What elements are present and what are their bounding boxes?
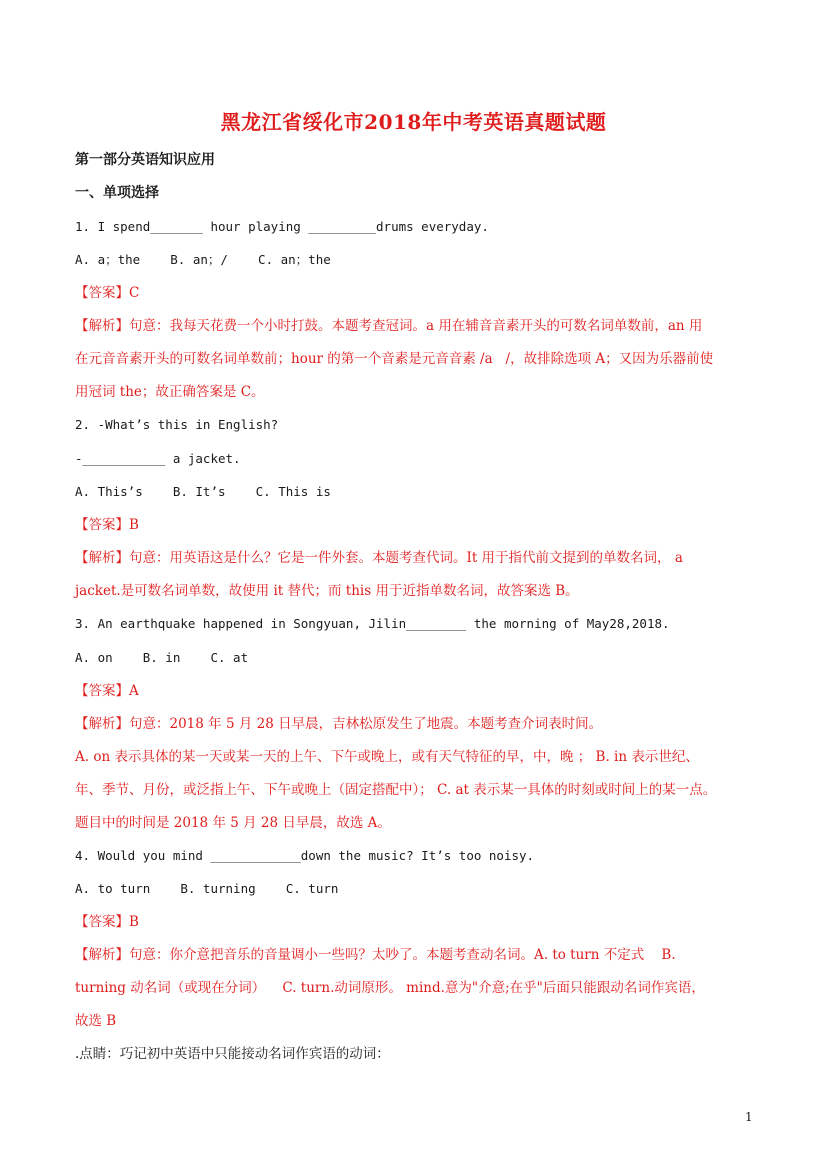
question-3-explanation-line: A. on 表示具体的某一天或某一天的上午、下午或晚上，或有天气特征的早，中，晚 ； B. in 表示世纪、 — [75, 749, 699, 765]
question-2-explanation-line: jacket.是可数名词单数，故使用 it 替代；而 this 用于近指单数名词，故答案选 B。 — [75, 583, 579, 599]
page-number: 1 — [745, 1110, 753, 1124]
question-3-explanation-line: 【解析】句意：2018 年 5 月 28 日早晨，吉林松原发生了地震。本题考查介词表时间。 — [75, 716, 603, 732]
question-4-answer: 【答案】B — [75, 914, 139, 930]
part-heading: 第一部分英语知识应用 — [75, 152, 215, 168]
question-3-explanation-line: 年、季节、月份，或泛指上午、下午或晚上（固定搭配中）； C. at 表示某一具体的时刻或时间上的某一点。 — [75, 782, 717, 798]
section-heading: 一、单项选择 — [75, 185, 159, 201]
question-1-explanation-line: 用冠词 the；故正确答案是 C。 — [75, 384, 265, 400]
question-1: 1. I spend_______ hour playing _________drums everyday. — [75, 219, 489, 234]
question-2-response: -___________ a jacket. — [75, 451, 241, 466]
question-2: 2. -What’s this in English? — [75, 417, 279, 432]
question-1-explanation-line: 在元音音素开头的可数名词单数前；hour 的第一个音素是元音音素 /a /，故排除选项 A；又因为乐器前使 — [75, 351, 714, 367]
question-4-options: A. to turn B. turning C. turn — [75, 881, 339, 896]
question-1-answer: 【答案】C — [75, 285, 140, 301]
question-2-answer: 【答案】B — [75, 517, 139, 533]
question-4: 4. Would you mind ____________down the music? It’s too noisy. — [75, 848, 535, 863]
question-1-explanation-line: 【解析】句意：我每天花费一个小时打鼓。本题考查冠词。a 用在辅音音素开头的可数名词单数前，an 用 — [75, 318, 703, 334]
question-3: 3. An earthquake happened in Songyuan, Jilin________ the morning of May28,2018. — [75, 616, 670, 631]
question-4-explanation-line: 故选 B — [75, 1013, 117, 1029]
question-4-tip: .点睛：巧记初中英语中只能接动名词作宾语的动词： — [75, 1046, 390, 1062]
document-title: 黑龙江省绥化市2018年中考英语真题试题 — [220, 110, 607, 134]
question-2-explanation-line: 【解析】句意：用英语这是什么？它是一件外套。本题考查代词。It 用于指代前文提到的单数名词， a — [75, 550, 683, 566]
question-2-options: A. This’s B. It’s C. This is — [75, 484, 331, 499]
question-3-explanation-line: 题目中的时间是 2018 年 5 月 28 日早晨，故选 A。 — [75, 815, 391, 831]
question-4-explanation-line: 【解析】句意：你介意把音乐的音量调小一些吗？太吵了。本题考查动名词。A. to turn 不定式 B. — [75, 947, 676, 963]
question-3-answer: 【答案】A — [75, 683, 139, 699]
question-3-options: A. on B. in C. at — [75, 650, 249, 665]
question-4-explanation-line: turning 动名词（或现在分词） C. turn.动词原形。 mind.意为"介意;在乎"后面只能跟动名词作宾语， — [75, 980, 705, 996]
question-1-options: A. a；the B. an；/ C. an；the — [75, 252, 331, 267]
